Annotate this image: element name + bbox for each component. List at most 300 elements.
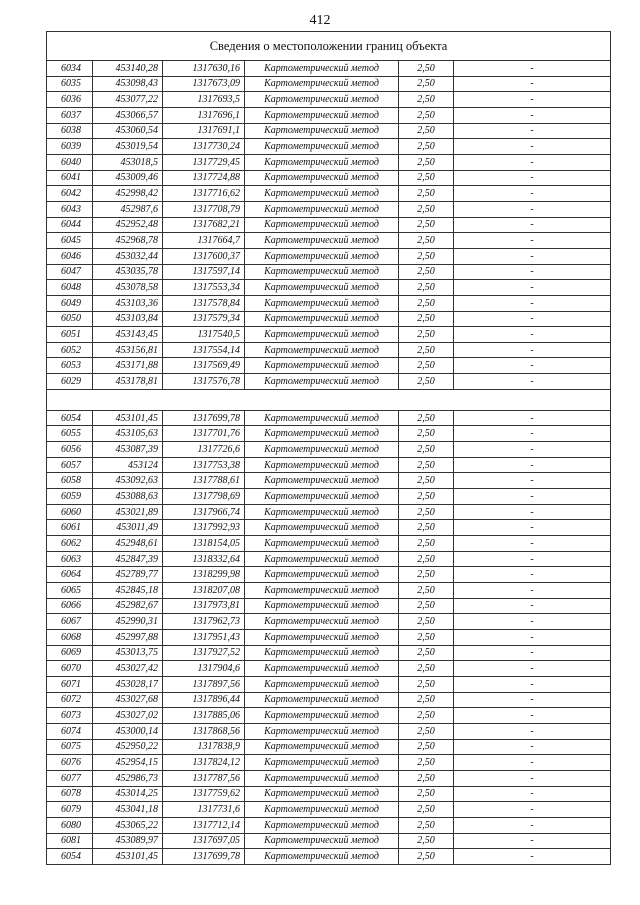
cell-coord-y: 1317708,79 <box>163 201 245 217</box>
cell-method: Картометрический метод <box>245 264 399 280</box>
table-row <box>47 410 611 426</box>
cell-coord-x: 453156,81 <box>93 342 163 358</box>
cell-coord-x: 453101,45 <box>93 849 163 865</box>
cell-description: - <box>454 76 611 92</box>
cell-coord-y: 1317730,24 <box>163 139 245 155</box>
cell-point-number: 6057 <box>47 457 93 473</box>
cell-method: Картометрический метод <box>245 755 399 771</box>
cell-coord-x: 453088,63 <box>93 489 163 505</box>
cell-point-number: 6047 <box>47 264 93 280</box>
cell-point-number: 6055 <box>47 426 93 442</box>
cell-coord-x: 453140,28 <box>93 61 163 77</box>
cell-coord-y: 1317731,6 <box>163 802 245 818</box>
cell-coord-x: 453027,68 <box>93 692 163 708</box>
cell-accuracy: 2,50 <box>399 327 454 343</box>
cell-method: Картометрический метод <box>245 692 399 708</box>
table-row <box>47 61 611 77</box>
cell-coord-x: 453011,49 <box>93 520 163 536</box>
table-row <box>47 426 611 442</box>
cell-description: - <box>454 849 611 865</box>
page-number: 412 <box>309 13 331 28</box>
cell-coord-x: 453077,22 <box>93 92 163 108</box>
cell-method: Картометрический метод <box>245 770 399 786</box>
cell-description: - <box>454 504 611 520</box>
cell-point-number: 6079 <box>47 802 93 818</box>
cell-accuracy: 2,50 <box>399 645 454 661</box>
cell-coord-y: 1317973,81 <box>163 598 245 614</box>
table-row <box>47 92 611 108</box>
cell-accuracy: 2,50 <box>399 755 454 771</box>
cell-method: Картометрический метод <box>245 723 399 739</box>
cell-coord-y: 1317838,9 <box>163 739 245 755</box>
cell-coord-y: 1317787,56 <box>163 770 245 786</box>
cell-point-number: 6075 <box>47 739 93 755</box>
table-row <box>47 629 611 645</box>
cell-description: - <box>454 217 611 233</box>
cell-point-number: 6066 <box>47 598 93 614</box>
cell-accuracy: 2,50 <box>399 139 454 155</box>
table-row <box>47 280 611 296</box>
table-row <box>47 139 611 155</box>
cell-coord-x: 452952,48 <box>93 217 163 233</box>
cell-accuracy: 2,50 <box>399 217 454 233</box>
cell-point-number: 6042 <box>47 186 93 202</box>
cell-point-number: 6067 <box>47 614 93 630</box>
cell-description: - <box>454 755 611 771</box>
table-title-row <box>47 32 611 61</box>
cell-description: - <box>454 374 611 390</box>
table-row <box>47 598 611 614</box>
table-row <box>47 248 611 264</box>
table-row <box>47 614 611 630</box>
cell-point-number: 6061 <box>47 520 93 536</box>
cell-coord-y: 1317962,73 <box>163 614 245 630</box>
cell-coord-x: 452997,88 <box>93 629 163 645</box>
cell-method: Картометрический метод <box>245 154 399 170</box>
table-row <box>47 567 611 583</box>
cell-accuracy: 2,50 <box>399 583 454 599</box>
cell-description: - <box>454 489 611 505</box>
cell-accuracy: 2,50 <box>399 154 454 170</box>
table-row <box>47 123 611 139</box>
table-row <box>47 536 611 552</box>
cell-point-number: 6041 <box>47 170 93 186</box>
cell-point-number: 6062 <box>47 536 93 552</box>
table-row <box>47 457 611 473</box>
table-row <box>47 76 611 92</box>
cell-accuracy: 2,50 <box>399 311 454 327</box>
table-row <box>47 358 611 374</box>
cell-point-number: 6046 <box>47 248 93 264</box>
table-row <box>47 201 611 217</box>
cell-coord-x: 453021,89 <box>93 504 163 520</box>
cell-description: - <box>454 708 611 724</box>
cell-coord-y: 1317753,38 <box>163 457 245 473</box>
cell-coord-y: 1317579,34 <box>163 311 245 327</box>
cell-coord-x: 453065,22 <box>93 817 163 833</box>
cell-coord-y: 1317696,1 <box>163 107 245 123</box>
cell-coord-y: 1317630,16 <box>163 61 245 77</box>
cell-method: Картометрический метод <box>245 358 399 374</box>
cell-accuracy: 2,50 <box>399 833 454 849</box>
cell-coord-x: 452982,67 <box>93 598 163 614</box>
cell-description: - <box>454 358 611 374</box>
cell-point-number: 6072 <box>47 692 93 708</box>
cell-point-number: 6049 <box>47 295 93 311</box>
cell-point-number: 6036 <box>47 92 93 108</box>
cell-description: - <box>454 817 611 833</box>
cell-point-number: 6045 <box>47 233 93 249</box>
cell-coord-x: 453027,42 <box>93 661 163 677</box>
cell-method: Картометрический метод <box>245 676 399 692</box>
table-row <box>47 739 611 755</box>
table-row <box>47 473 611 489</box>
cell-accuracy: 2,50 <box>399 201 454 217</box>
cell-description: - <box>454 614 611 630</box>
cell-point-number: 6069 <box>47 645 93 661</box>
cell-point-number: 6044 <box>47 217 93 233</box>
cell-coord-x: 453101,45 <box>93 410 163 426</box>
cell-coord-x: 452986,73 <box>93 770 163 786</box>
cell-description: - <box>454 536 611 552</box>
cell-description: - <box>454 342 611 358</box>
cell-coord-x: 453103,36 <box>93 295 163 311</box>
table-row <box>47 154 611 170</box>
table-row <box>47 327 611 343</box>
cell-point-number: 6043 <box>47 201 93 217</box>
cell-description: - <box>454 676 611 692</box>
table-row <box>47 723 611 739</box>
cell-accuracy: 2,50 <box>399 473 454 489</box>
cell-description: - <box>454 802 611 818</box>
table-row <box>47 786 611 802</box>
cell-accuracy: 2,50 <box>399 551 454 567</box>
cell-method: Картометрический метод <box>245 311 399 327</box>
cell-coord-x: 453103,84 <box>93 311 163 327</box>
table-row <box>47 107 611 123</box>
cell-coord-y: 1317966,74 <box>163 504 245 520</box>
cell-coord-y: 1317724,88 <box>163 170 245 186</box>
cell-method: Картометрический метод <box>245 426 399 442</box>
cell-coord-x: 453105,63 <box>93 426 163 442</box>
cell-coord-y: 1318207,08 <box>163 583 245 599</box>
cell-accuracy: 2,50 <box>399 374 454 390</box>
cell-description: - <box>454 692 611 708</box>
cell-coord-y: 1317788,61 <box>163 473 245 489</box>
cell-coord-y: 1317992,93 <box>163 520 245 536</box>
cell-method: Картометрический метод <box>245 786 399 802</box>
cell-point-number: 6029 <box>47 374 93 390</box>
cell-point-number: 6081 <box>47 833 93 849</box>
cell-coord-y: 1317726,6 <box>163 442 245 458</box>
cell-accuracy: 2,50 <box>399 770 454 786</box>
cell-coord-x: 453041,18 <box>93 802 163 818</box>
cell-description: - <box>454 770 611 786</box>
cell-method: Картометрический метод <box>245 629 399 645</box>
cell-coord-y: 1317716,62 <box>163 186 245 202</box>
cell-point-number: 6034 <box>47 61 93 77</box>
cell-coord-x: 453014,25 <box>93 786 163 802</box>
cell-coord-x: 453089,97 <box>93 833 163 849</box>
cell-accuracy: 2,50 <box>399 739 454 755</box>
cell-coord-y: 1317600,37 <box>163 248 245 264</box>
cell-method: Картометрический метод <box>245 217 399 233</box>
cell-description: - <box>454 567 611 583</box>
table-row <box>47 676 611 692</box>
cell-description: - <box>454 739 611 755</box>
cell-description: - <box>454 629 611 645</box>
cell-coord-y: 1317697,05 <box>163 833 245 849</box>
cell-coord-y: 1317553,34 <box>163 280 245 296</box>
cell-point-number: 6051 <box>47 327 93 343</box>
cell-point-number: 6054 <box>47 849 93 865</box>
group-separator <box>47 389 611 410</box>
cell-point-number: 6064 <box>47 567 93 583</box>
cell-point-number: 6052 <box>47 342 93 358</box>
cell-point-number: 6035 <box>47 76 93 92</box>
cell-accuracy: 2,50 <box>399 802 454 818</box>
cell-description: - <box>454 107 611 123</box>
table-row <box>47 217 611 233</box>
cell-coord-x: 452845,18 <box>93 583 163 599</box>
cell-point-number: 6068 <box>47 629 93 645</box>
cell-description: - <box>454 233 611 249</box>
cell-description: - <box>454 327 611 343</box>
cell-coord-x: 453092,63 <box>93 473 163 489</box>
cell-description: - <box>454 186 611 202</box>
cell-description: - <box>454 410 611 426</box>
cell-coord-x: 452954,15 <box>93 755 163 771</box>
cell-method: Картометрический метод <box>245 473 399 489</box>
cell-method: Картометрический метод <box>245 295 399 311</box>
cell-point-number: 6039 <box>47 139 93 155</box>
cell-description: - <box>454 426 611 442</box>
cell-method: Картометрический метод <box>245 186 399 202</box>
cell-coord-x: 453078,58 <box>93 280 163 296</box>
cell-method: Картометрический метод <box>245 536 399 552</box>
cell-coord-x: 453087,39 <box>93 442 163 458</box>
cell-point-number: 6037 <box>47 107 93 123</box>
cell-coord-y: 1317824,12 <box>163 755 245 771</box>
cell-accuracy: 2,50 <box>399 567 454 583</box>
cell-description: - <box>454 61 611 77</box>
cell-point-number: 6048 <box>47 280 93 296</box>
boundary-table <box>46 31 611 865</box>
cell-method: Картометрический метод <box>245 457 399 473</box>
cell-coord-x: 453066,57 <box>93 107 163 123</box>
cell-point-number: 6050 <box>47 311 93 327</box>
cell-coord-y: 1317868,56 <box>163 723 245 739</box>
cell-point-number: 6070 <box>47 661 93 677</box>
table-row <box>47 374 611 390</box>
cell-description: - <box>454 139 611 155</box>
table-row <box>47 770 611 786</box>
cell-coord-y: 1317699,78 <box>163 410 245 426</box>
cell-point-number: 6076 <box>47 755 93 771</box>
cell-accuracy: 2,50 <box>399 186 454 202</box>
cell-description: - <box>454 473 611 489</box>
cell-method: Картометрический метод <box>245 817 399 833</box>
cell-coord-x: 453171,88 <box>93 358 163 374</box>
cell-point-number: 6074 <box>47 723 93 739</box>
cell-coord-y: 1317798,69 <box>163 489 245 505</box>
cell-point-number: 6038 <box>47 123 93 139</box>
cell-coord-y: 1317554,14 <box>163 342 245 358</box>
cell-method: Картометрический метод <box>245 342 399 358</box>
cell-accuracy: 2,50 <box>399 661 454 677</box>
cell-coord-y: 1318332,64 <box>163 551 245 567</box>
cell-coord-x: 453178,81 <box>93 374 163 390</box>
cell-coord-y: 1318154,05 <box>163 536 245 552</box>
cell-coord-y: 1317569,49 <box>163 358 245 374</box>
cell-point-number: 6060 <box>47 504 93 520</box>
cell-accuracy: 2,50 <box>399 614 454 630</box>
cell-coord-y: 1317712,14 <box>163 817 245 833</box>
cell-point-number: 6058 <box>47 473 93 489</box>
cell-accuracy: 2,50 <box>399 410 454 426</box>
cell-method: Картометрический метод <box>245 645 399 661</box>
cell-accuracy: 2,50 <box>399 520 454 536</box>
cell-coord-x: 453000,14 <box>93 723 163 739</box>
table-row <box>47 661 611 677</box>
cell-coord-x: 453013,75 <box>93 645 163 661</box>
cell-accuracy: 2,50 <box>399 280 454 296</box>
cell-point-number: 6071 <box>47 676 93 692</box>
table-row <box>47 233 611 249</box>
cell-point-number: 6063 <box>47 551 93 567</box>
cell-coord-y: 1317885,06 <box>163 708 245 724</box>
table-row <box>47 342 611 358</box>
cell-method: Картометрический метод <box>245 327 399 343</box>
table-row <box>47 645 611 661</box>
cell-description: - <box>454 786 611 802</box>
cell-coord-y: 1317693,5 <box>163 92 245 108</box>
cell-accuracy: 2,50 <box>399 504 454 520</box>
cell-method: Картометрический метод <box>245 504 399 520</box>
cell-coord-x: 453032,44 <box>93 248 163 264</box>
cell-coord-y: 1317701,76 <box>163 426 245 442</box>
cell-method: Картометрический метод <box>245 739 399 755</box>
cell-coord-y: 1317927,52 <box>163 645 245 661</box>
cell-method: Картометрический метод <box>245 442 399 458</box>
cell-coord-y: 1317578,84 <box>163 295 245 311</box>
cell-coord-x: 453143,45 <box>93 327 163 343</box>
cell-accuracy: 2,50 <box>399 849 454 865</box>
table-row <box>47 817 611 833</box>
cell-accuracy: 2,50 <box>399 723 454 739</box>
cell-description: - <box>454 661 611 677</box>
cell-description: - <box>454 201 611 217</box>
cell-method: Картометрический метод <box>245 849 399 865</box>
cell-coord-x: 453018,5 <box>93 154 163 170</box>
cell-accuracy: 2,50 <box>399 76 454 92</box>
cell-accuracy: 2,50 <box>399 233 454 249</box>
table-row <box>47 186 611 202</box>
cell-coord-y: 1317576,78 <box>163 374 245 390</box>
table-row <box>47 442 611 458</box>
cell-accuracy: 2,50 <box>399 598 454 614</box>
table-row <box>47 489 611 505</box>
cell-coord-y: 1318299,98 <box>163 567 245 583</box>
cell-accuracy: 2,50 <box>399 107 454 123</box>
cell-accuracy: 2,50 <box>399 676 454 692</box>
cell-accuracy: 2,50 <box>399 264 454 280</box>
cell-accuracy: 2,50 <box>399 708 454 724</box>
cell-description: - <box>454 598 611 614</box>
cell-coord-x: 453124 <box>93 457 163 473</box>
cell-method: Картометрический метод <box>245 374 399 390</box>
cell-coord-x: 452948,61 <box>93 536 163 552</box>
cell-description: - <box>454 154 611 170</box>
cell-point-number: 6059 <box>47 489 93 505</box>
cell-method: Картометрический метод <box>245 170 399 186</box>
cell-method: Картометрический метод <box>245 614 399 630</box>
cell-method: Картометрический метод <box>245 708 399 724</box>
cell-method: Картометрический метод <box>245 802 399 818</box>
cell-method: Картометрический метод <box>245 567 399 583</box>
table-title: Сведения о местоположении границ объекта <box>47 32 611 61</box>
cell-coord-y: 1317664,7 <box>163 233 245 249</box>
cell-coord-x: 452998,42 <box>93 186 163 202</box>
cell-coord-x: 453028,17 <box>93 676 163 692</box>
cell-description: - <box>454 551 611 567</box>
cell-coord-x: 452987,6 <box>93 201 163 217</box>
cell-method: Картометрический метод <box>245 280 399 296</box>
table-row <box>47 583 611 599</box>
cell-accuracy: 2,50 <box>399 61 454 77</box>
cell-point-number: 6078 <box>47 786 93 802</box>
cell-description: - <box>454 264 611 280</box>
cell-description: - <box>454 723 611 739</box>
cell-method: Картометрический метод <box>245 833 399 849</box>
cell-method: Картометрический метод <box>245 661 399 677</box>
cell-description: - <box>454 442 611 458</box>
cell-coord-y: 1317904,6 <box>163 661 245 677</box>
table-row <box>47 692 611 708</box>
group-separator-row <box>47 389 611 410</box>
cell-coord-x: 453019,54 <box>93 139 163 155</box>
cell-method: Картометрический метод <box>245 410 399 426</box>
cell-method: Картометрический метод <box>245 583 399 599</box>
cell-coord-y: 1317896,44 <box>163 692 245 708</box>
table-row <box>47 802 611 818</box>
cell-accuracy: 2,50 <box>399 786 454 802</box>
table-row <box>47 551 611 567</box>
cell-description: - <box>454 170 611 186</box>
cell-description: - <box>454 457 611 473</box>
cell-coord-x: 452789,77 <box>93 567 163 583</box>
cell-point-number: 6073 <box>47 708 93 724</box>
cell-method: Картометрический метод <box>245 123 399 139</box>
table-row <box>47 311 611 327</box>
table-row <box>47 849 611 865</box>
cell-point-number: 6065 <box>47 583 93 599</box>
table-row <box>47 833 611 849</box>
cell-accuracy: 2,50 <box>399 342 454 358</box>
cell-point-number: 6077 <box>47 770 93 786</box>
cell-description: - <box>454 311 611 327</box>
table-row <box>47 264 611 280</box>
cell-accuracy: 2,50 <box>399 442 454 458</box>
cell-coord-y: 1317729,45 <box>163 154 245 170</box>
cell-method: Картометрический метод <box>245 598 399 614</box>
cell-method: Картометрический метод <box>245 520 399 536</box>
table-row <box>47 504 611 520</box>
cell-coord-x: 453027,02 <box>93 708 163 724</box>
table-row <box>47 755 611 771</box>
cell-accuracy: 2,50 <box>399 92 454 108</box>
cell-description: - <box>454 123 611 139</box>
